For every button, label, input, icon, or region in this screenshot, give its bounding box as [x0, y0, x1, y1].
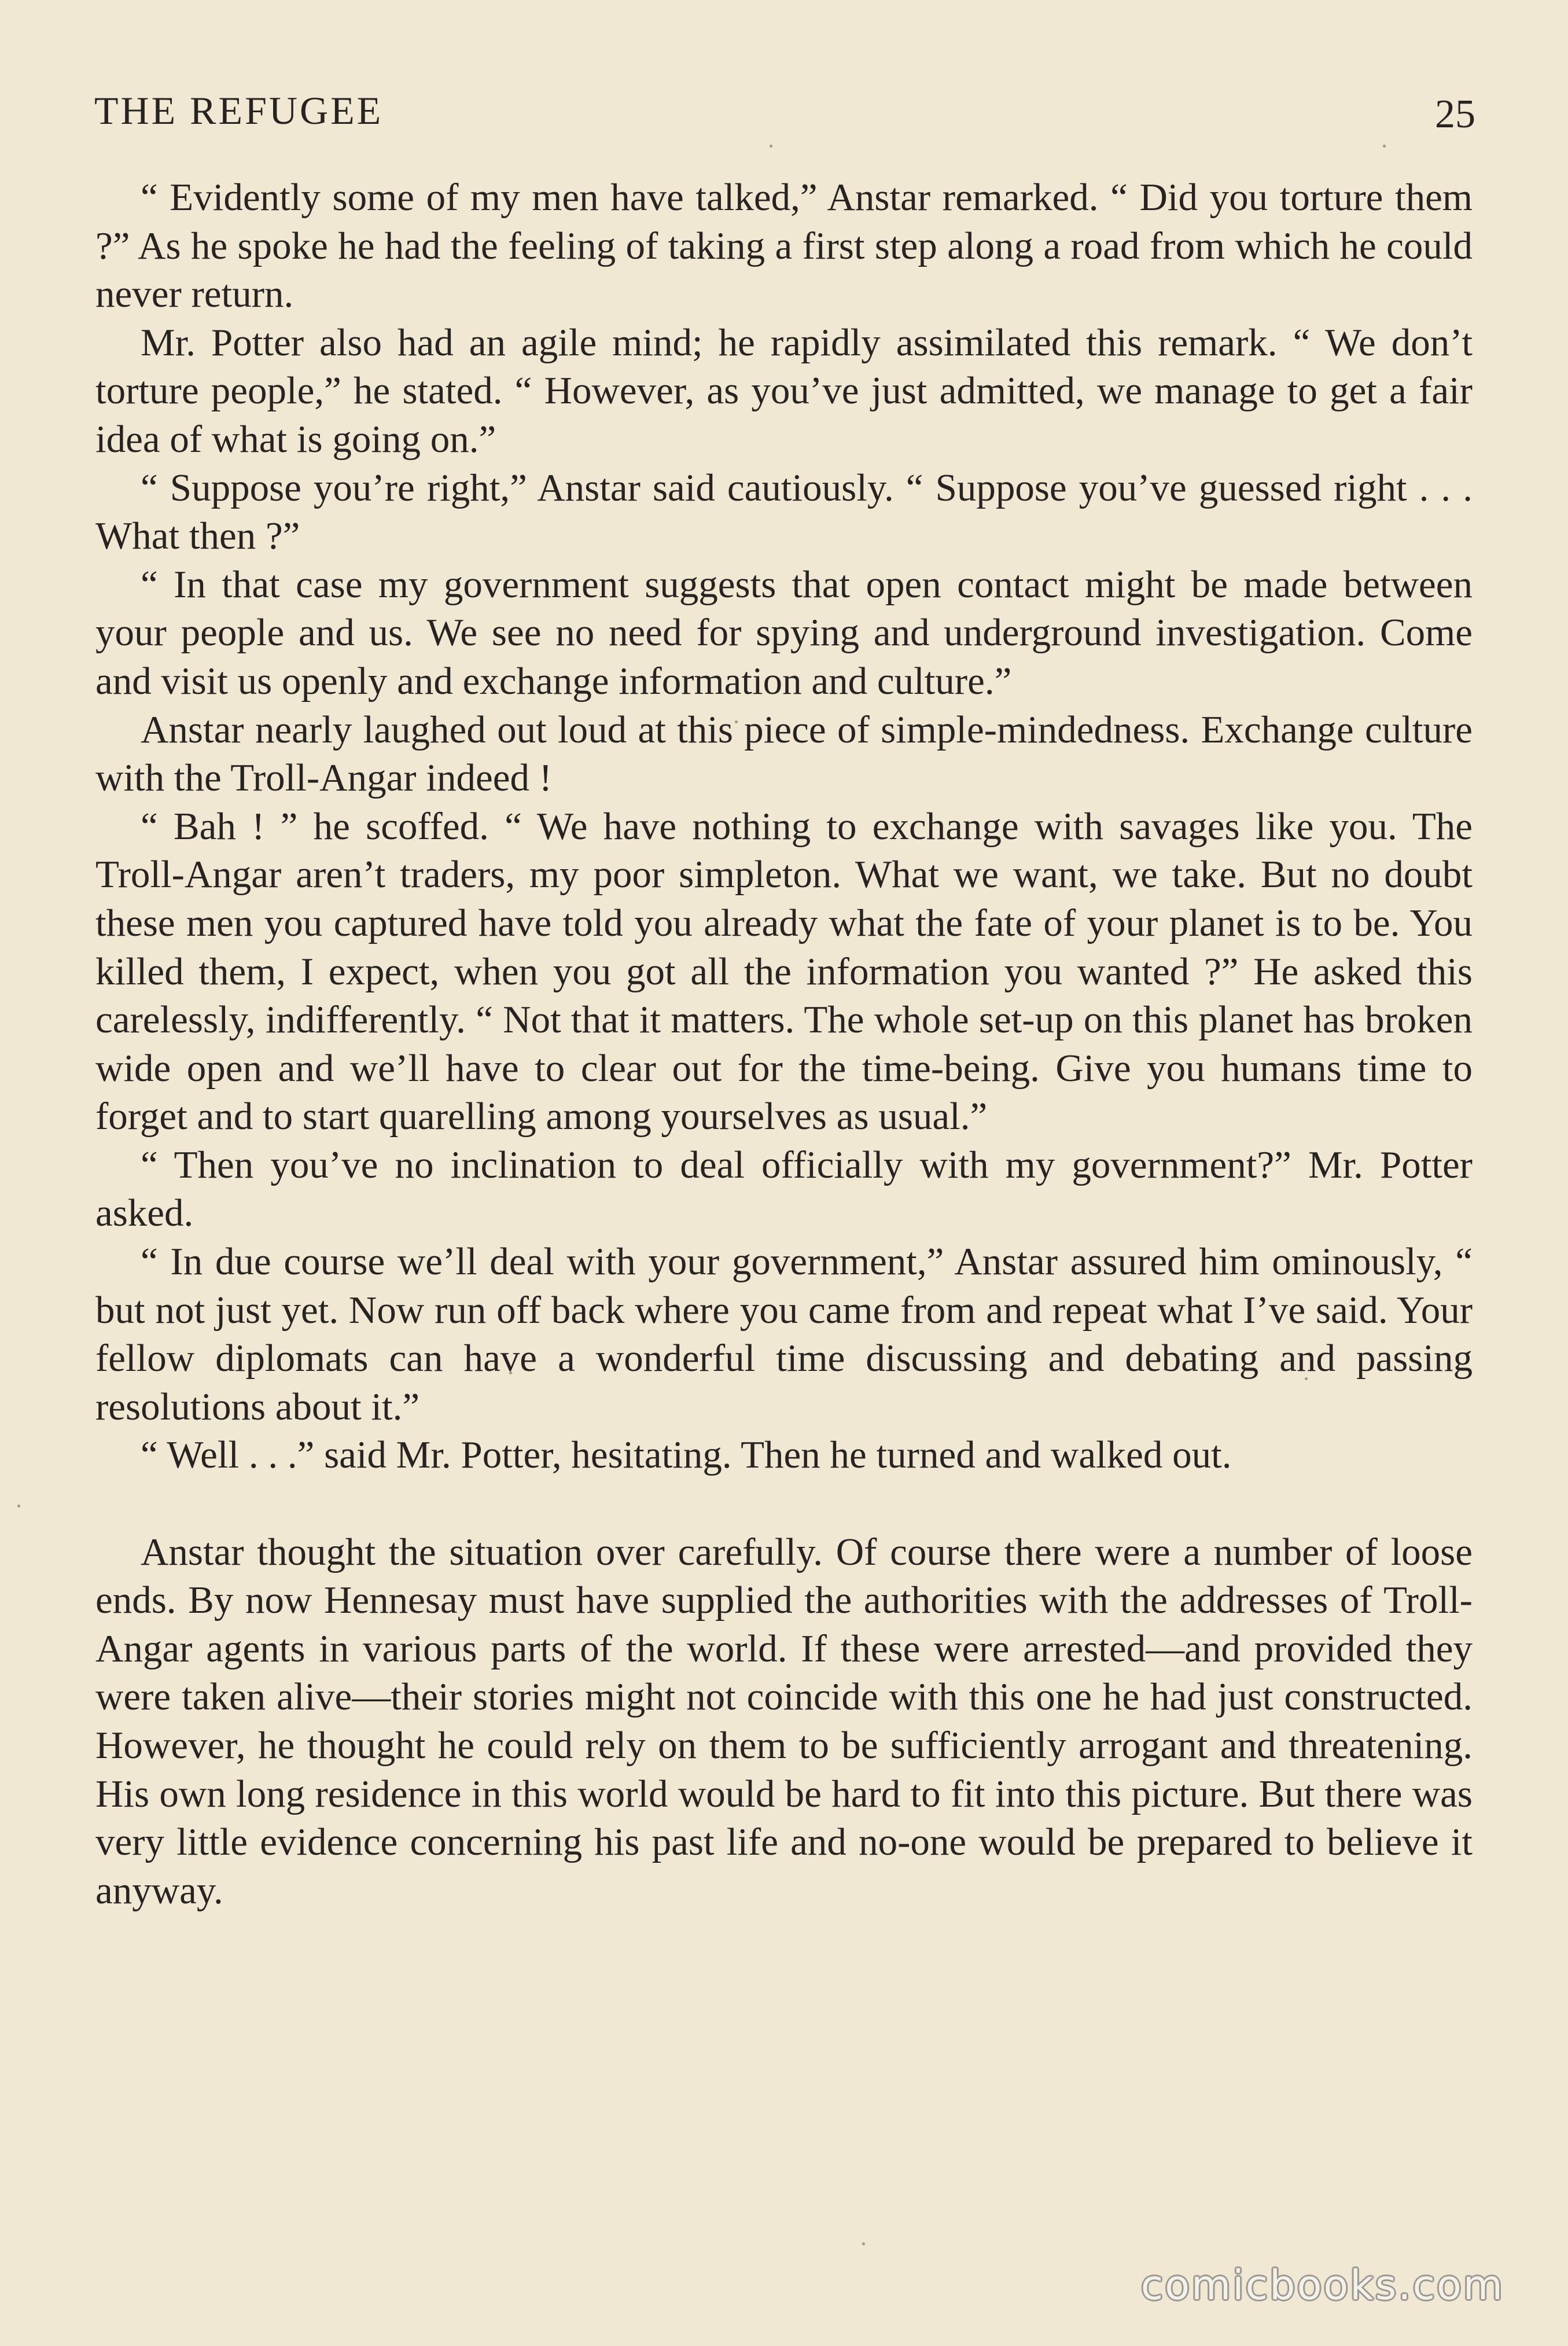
paragraph: “ In due course we’ll deal with your government,” Anstar assured him ominously, “ but not just yet. Now run off back where you came from and repeat what I’ve said. Your fellow diplomats can have a wonderful time discussing and debating and passing resolutions about it.”	[95, 1240, 1473, 1428]
paper-speck	[17, 1505, 20, 1507]
paragraph: “ Bah ! ” he scoffed. “ We have nothing to exchange with savages like you. The Troll-Angar aren’t traders, my poor simpleton. What we want, we take. But no doubt these men you captured have told you already what the fate of your planet is to be. You killed them, I expect, when you got all the information you wanted ?” He asked this carelessly, indifferently. “ Not that it matters. The whole set-up on this planet has broken wide open and we’ll have to clear out for the time-being. Give you humans time to forget and to start quarelling among yourselves as usual.”	[95, 804, 1473, 1138]
watermark: comicbooks.com	[1140, 2262, 1504, 2309]
paragraph: Mr. Potter also had an agile mind; he rapidly assimilated this remark. “ We don’t torture people,” he stated. “ However, as you’ve just admitted, we manage to get a fair idea of what is going on.”	[95, 321, 1473, 461]
paragraph: “ Evidently some of my men have talked,” Anstar remarked. “ Did you torture them ?” As he spoke he had the feeling of taking a first step along a road from which he could never return.	[95, 176, 1473, 316]
body-text	[95, 174, 1473, 1915]
paragraph: “ Well . . .” said Mr. Potter, hesitating. Then he turned and walked out.	[141, 1433, 1232, 1477]
page-number: 25	[1435, 92, 1475, 137]
paragraph: “ In that case my government suggests that open contact might be made between your people and us. We see no need for spying and underground investigation. Come and visit us openly and exchange information and culture.”	[95, 562, 1473, 703]
paragraph: “ Suppose you’re right,” Anstar said cautiously. “ Suppose you’ve guessed right . . . What then ?”	[95, 466, 1473, 558]
paper-speck	[1383, 145, 1386, 148]
running-head	[94, 88, 1475, 140]
running-head-title: THE REFUGEE	[94, 89, 384, 133]
paper-speck	[862, 2242, 865, 2245]
paragraph: Anstar thought the situation over carefully. Of course there were a number of loose ends. By now Hennesay must have supplied the authorities with the addresses of Troll-Angar agents in various parts of the world. If these were arrested—and provided they were taken alive—their stories might not coincide with this one he had just constructed. However, he thought he could rely on them to be sufficiently arrogant and threatening. His own long residence in this world would be hard to fit into this picture. But there was very little evidence concerning his past life and no-one would be prepared to believe it anyway.	[95, 1530, 1473, 1912]
paragraph: Anstar nearly laughed out loud at this piece of simple-mindedness. Exchange culture with the Troll-Angar indeed !	[95, 708, 1473, 800]
paragraph: “ Then you’ve no inclination to deal officially with my government?” Mr. Potter asked.	[95, 1143, 1473, 1235]
paper-speck	[770, 145, 772, 148]
